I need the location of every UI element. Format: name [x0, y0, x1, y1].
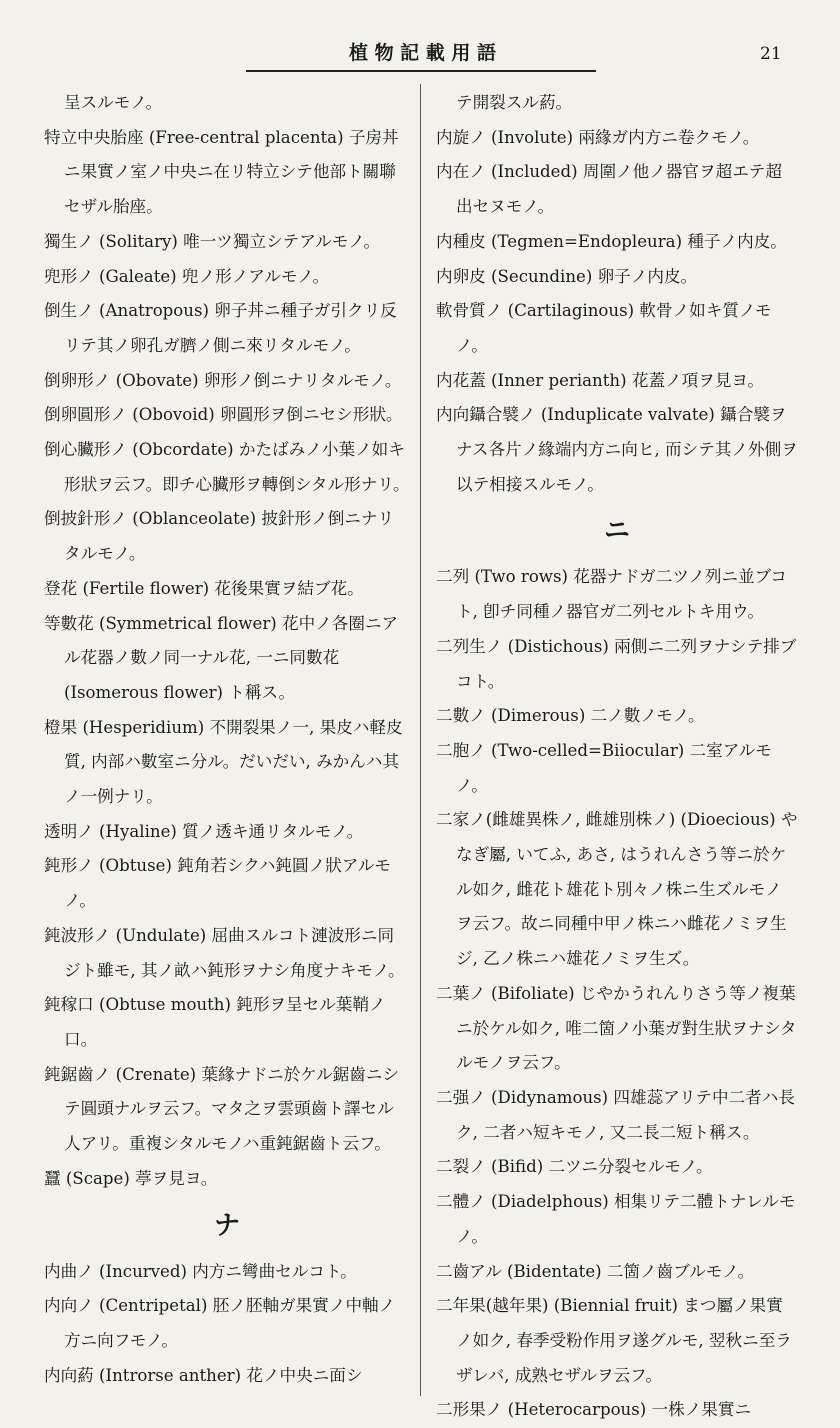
page-number: 21	[760, 44, 782, 64]
glossary-entry: 橙果 (Hesperidium) 不開裂果ノ一, 果皮ハ軽皮質, 内部ハ數室ニ分ル。だいだい, みかんハ其ノ一例ナリ。	[44, 717, 403, 807]
column-divider	[420, 84, 421, 1396]
glossary-entry: 二家ノ(雌雄異株ノ, 雌雄別株ノ) (Dioecious) やなぎ屬, いてふ, あさ, はうれんさう等ニ於ケル如ク, 雌花ト雄花ト別々ノ株ニ生ズルモノヲ云フ。故ニ同種中甲ノ株ニハ雌花ノミヲ生ジ, 乙ノ株ニハ雄花ノミヲ生ズ。	[436, 810, 798, 969]
glossary-entry: 内旋ノ (Involute) 兩緣ガ内方ニ卷クモノ。	[436, 127, 760, 147]
section-heading: ナ	[213, 1210, 240, 1241]
glossary-entry: 倒卵圓形ノ (Obovoid) 卵圓形ヲ倒ニセシ形狀。	[44, 405, 403, 425]
glossary-entry: 鈍波形ノ (Undulate) 屈曲スルコト漣波形ニ同ジト雖モ, 其ノ畝ハ鈍形ヲナシ角度ナキモノ。	[44, 925, 405, 980]
glossary-entry: 倒心臟形ノ (Obcordate) かたばみノ小葉ノ如キ形狀ヲ云フ。即チ心臟形ヲ轉倒シタル形ナリ。	[44, 440, 410, 494]
glossary-entry: 二數ノ (Dimerous) 二ノ數ノモノ。	[436, 706, 705, 726]
glossary-entry: 内曲ノ (Incurved) 内方ニ彎曲セルコト。	[44, 1261, 357, 1281]
glossary-entry: 鈍鋸齒ノ (Crenate) 葉緣ナドニ於ケル鋸齒ニシテ圓頭ナルヲ云フ。マタ之ヲ雲頭齒ト譯セル人アリ。重複シタルモノハ重鈍鋸齒ト云フ。	[44, 1064, 400, 1154]
glossary-entry: 内種皮 (Tegmen=Endopleura) 種子ノ内皮。	[436, 231, 787, 251]
glossary-entry: 内花蓋 (Inner perianth) 花蓋ノ項ヲ見ヨ。	[436, 370, 764, 390]
glossary-entry: 鈍稼口 (Obtuse mouth) 鈍形ヲ呈セル葉鞘ノ口。	[44, 995, 386, 1049]
glossary-entry: 倒生ノ (Anatropous) 卵子丼ニ種子ガ引クリ反リテ其ノ卵孔ガ臍ノ側ニ來リタルモノ。	[44, 301, 397, 355]
entry-continuation: 呈スルモノ。	[64, 93, 163, 112]
glossary-entry: 二列 (Two rows) 花器ナドガ二ツノ列ニ並ブコト, 卽チ同種ノ器官ガ二列セルトキ用ウ。	[436, 567, 787, 622]
header-rule	[246, 70, 596, 72]
running-title: 植 物 記 載 用 語	[348, 42, 497, 64]
glossary-entry: 登花 (Fertile flower) 花後果實ヲ結ブ花。	[44, 578, 364, 598]
glossary-entry: 内在ノ (Included) 周圍ノ他ノ器官ヲ超エテ超出セヌモノ。	[436, 162, 782, 217]
glossary-entry: 二體ノ (Diadelphous) 相集リテ二體トナレルモノ。	[436, 1192, 796, 1246]
glossary-entry: 倒卵形ノ (Obovate) 卵形ノ倒ニナリタルモノ。	[44, 370, 402, 390]
glossary-entry: 二葉ノ (Bifoliate) じやかうれんりさう等ノ複葉ニ於ケル如ク, 唯二箇ノ小葉ガ對生狀ヲナシタルモノヲ云フ。	[436, 983, 797, 1073]
glossary-entry: 二形果ノ (Heterocarpous) 一株ノ果實ニ	[436, 1400, 752, 1420]
glossary-entry: 二年果(越年果) (Biennial fruit) まつ屬ノ果實ノ如ク, 春季受粉作用ヲ遂グルモ, 翌秋ニ至ラザレバ, 成熟セザルヲ云フ。	[436, 1296, 792, 1385]
glossary-entry: 鈍形ノ (Obtuse) 鈍角若シクハ鈍圓ノ狀アルモノ。	[44, 856, 391, 911]
glossary-entry: 内向ノ (Centripetal) 胚ノ胚軸ガ果實ノ中軸ノ方ニ向フモノ。	[44, 1296, 396, 1350]
right-column	[436, 86, 798, 1428]
glossary-entry: 二胞ノ (Two-celled=Biiocular) 二室アルモノ。	[436, 740, 772, 795]
glossary-entry: 等數花 (Symmetrical flower) 花中ノ各圈ニアル花器ノ數ノ同一ナル花, 一ニ同數花 (Isomerous flower) ト稱ス。	[44, 613, 399, 702]
page-header	[0, 0, 840, 80]
glossary-entry: 倒披針形ノ (Oblanceolate) 披針形ノ倒ニナリタルモノ。	[44, 509, 395, 564]
glossary-entry: 二强ノ (Didynamous) 四雄蕊アリテ中二者ハ長ク, 二者ハ短キモノ, 又二長二短ト稱ス。	[436, 1087, 795, 1142]
section-heading: ニ	[603, 516, 630, 547]
glossary-entry: 蠶 (Scape) 葶ヲ見ヨ。	[44, 1168, 218, 1188]
glossary-entry: 二齒アル (Bidentate) 二箇ノ齒ブルモノ。	[436, 1261, 755, 1281]
glossary-entry: 獨生ノ (Solitary) 唯一ツ獨立シテアルモノ。	[44, 231, 381, 251]
glossary-entry: 特立中央胎座 (Free-central placenta) 子房丼ニ果實ノ室ノ中央ニ在リ特立シテ他部ト關聯セザル胎座。	[44, 127, 399, 217]
glossary-entry: 二裂ノ (Bifid) 二ツニ分裂セルモノ。	[436, 1157, 713, 1177]
entry-continuation: テ開裂スル葯。	[456, 93, 573, 112]
left-column	[44, 86, 410, 1393]
glossary-entry: 二列生ノ (Distichous) 兩側ニ二列ヲナシテ排ブコト。	[436, 636, 797, 691]
glossary-entry: 透明ノ (Hyaline) 質ノ透キ通リタルモノ。	[44, 821, 364, 841]
glossary-entry: 内向葯 (Introrse anther) 花ノ中央ニ面シ	[44, 1365, 363, 1385]
glossary-entry: 軟骨質ノ (Cartilaginous) 軟骨ノ如キ質ノモノ。	[436, 301, 772, 355]
glossary-entry: 兜形ノ (Galeate) 兜ノ形ノアルモノ。	[44, 266, 330, 286]
glossary-entry: 内向鑷合襞ノ (Induplicate valvate) 鑷合襞ヲナス各片ノ緣端内方ニ向ヒ, 而シテ其ノ外側ヲ以テ相接スルモノ。	[436, 405, 798, 494]
glossary-entry: 内卵皮 (Secundine) 卵子ノ内皮。	[436, 266, 698, 286]
